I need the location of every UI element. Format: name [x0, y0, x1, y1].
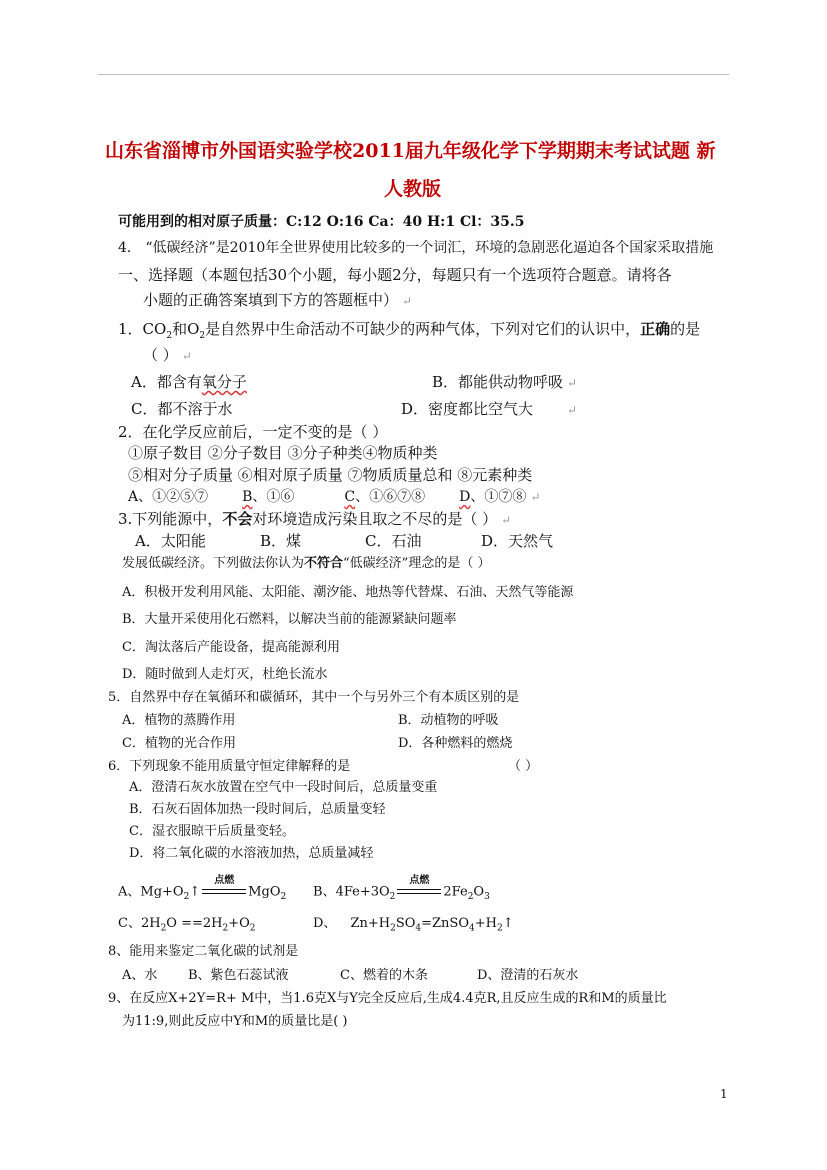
- q5-option-b: B．动植物的呼吸: [398, 713, 499, 728]
- atomic-mass-line: 可能用到的相对原子质量：C:12 O:16 Ca：40 H:1 Cl：35.5: [118, 214, 525, 230]
- q1-option-d: [401, 400, 577, 418]
- q2-option-d: 、①⑦⑧: [470, 489, 527, 505]
- subscript: 2: [183, 892, 190, 903]
- subscript: 2: [249, 923, 256, 934]
- q6-option-b: B．石灰石固体加热一段时间后，总质量变轻: [129, 802, 386, 817]
- subscript: 4: [469, 923, 475, 934]
- equals-sign: [397, 889, 441, 894]
- q2-option-c-letter: C: [344, 489, 356, 505]
- q1-option-a: [131, 373, 247, 391]
- subscript: 2: [199, 331, 206, 341]
- header-rule: [98, 74, 729, 75]
- q4-stem: [122, 556, 490, 572]
- q7-option-a: [118, 875, 287, 903]
- subscript: 2: [390, 923, 396, 934]
- q4-stem-bold: 不符合: [304, 556, 344, 571]
- paragraph-mark-icon: ↵: [567, 403, 578, 417]
- q2-stem: 2．在化学反应前后，一定不变的是（ ）: [118, 423, 388, 441]
- subscript: 2: [222, 923, 229, 934]
- q2-option-c: 、①⑥⑦⑧: [355, 489, 426, 505]
- q7-option-a-left: Mg+O: [140, 884, 184, 900]
- q1-option-a-text: A．都含有: [131, 373, 202, 391]
- q6-paren: （ ）: [508, 759, 539, 774]
- paragraph-mark-icon: ↵: [181, 349, 192, 363]
- q2-options: [128, 489, 540, 506]
- q7-option-b-tail: O: [473, 884, 485, 900]
- q7-option-b-label: B、: [313, 884, 336, 900]
- q8-option-c: C、燃着的木条: [340, 968, 428, 983]
- q7-option-b-left: 4Fe+3O: [335, 884, 390, 900]
- q1-stem: [118, 320, 700, 342]
- q3-stem-pre: 3.下列能源中，: [118, 510, 223, 528]
- q1-option-d-text: D．密度都比空气大: [401, 400, 534, 418]
- q8-option-a: A、水: [122, 968, 158, 983]
- q8-stem: 8、能用来鉴定二氧化碳的试剂是: [108, 944, 299, 959]
- q7-option-d-label: D、: [313, 916, 337, 931]
- subscript: 2: [389, 892, 396, 903]
- q5-option-a: A．植物的蒸腾作用: [122, 713, 236, 728]
- q4-option-b: B．大量开采使用化石燃料，以解决当前的能源紧缺问题率: [122, 612, 457, 627]
- paragraph-mark-icon: ↵: [567, 376, 578, 390]
- subscript: 2: [467, 892, 474, 903]
- q3-option-b: B．煤: [260, 532, 302, 550]
- section-heading-line2: [143, 291, 412, 309]
- q5-stem: 5．自然界中存在氧循环和碳循环，其中一个与另外三个有本质区别的是: [108, 690, 520, 705]
- subscript: 2: [280, 892, 287, 903]
- paragraph-mark-icon: ↵: [530, 490, 541, 504]
- section-heading-text: 小题的正确答案填到下方的答题框中）: [143, 291, 399, 309]
- q7-option-a-right: MgO: [248, 884, 281, 900]
- q4-intro-line: 4． “低碳经济”是2010年全世界使用比较多的一个词汇，环境的急剧恶化逼迫各个国家采取措施: [118, 240, 714, 256]
- q4-stem-pre: 发展低碳经济。下列做法你认为: [122, 556, 305, 571]
- q1-stem-pre: 1．CO: [118, 320, 167, 338]
- q7-option-d: [313, 916, 514, 934]
- reaction-condition-mark: [397, 875, 441, 900]
- q1-option-c: C．都不溶于水: [131, 400, 233, 418]
- q6-option-a: A．澄清石灰水放置在空气中一段时间后，总质量变重: [129, 780, 438, 795]
- q2-items-line2: ⑤相对分子质量 ⑥相对原子质量 ⑦物质质量总和 ⑧元素种类: [128, 466, 533, 484]
- page-number: 1: [720, 1087, 728, 1101]
- q1-paren: [143, 346, 192, 364]
- subscript: 4: [415, 923, 422, 934]
- equals-sign: [202, 889, 246, 894]
- q1-stem-post: 的是: [670, 320, 701, 338]
- q1-paren-text: （ ）: [143, 346, 178, 364]
- subscript: 3: [484, 892, 490, 903]
- up-arrow-icon: ↑: [502, 916, 514, 931]
- q7-option-b-right: 2Fe: [443, 884, 468, 900]
- q3-stem-bold: 不会: [222, 510, 253, 528]
- q7-option-c-eq2: O ==2H: [166, 916, 223, 931]
- q9-line1: 9、在反应X+2Y=R+ M中，当1.6克X与Y完全反应后,生成4.4克R,且反应生成的R和M的质量比: [108, 991, 667, 1006]
- q2-option-b: 、①⑥: [252, 489, 295, 505]
- q8-option-d: D、澄清的石灰水: [477, 968, 579, 983]
- section-heading-line1: 一、选择题（本题包括30个小题，每小题2分，每题只有一个选项符合题意。请将各: [118, 266, 672, 284]
- subscript: 2: [166, 331, 173, 341]
- document-title-line1: 山东省淄博市外国语实验学校2011届九年级化学下学期期末考试试题 新: [105, 140, 716, 162]
- reaction-condition-mark: [202, 875, 246, 900]
- paragraph-mark-icon: ↵: [501, 513, 512, 527]
- q5-option-d: D．各种燃料的燃烧: [398, 736, 513, 751]
- q1-option-a-wavy: 氧分子: [201, 373, 247, 391]
- reaction-condition-text: 点燃: [409, 875, 430, 886]
- q3-stem-post: 对环境造成污染且取之不尽的是（ ）: [252, 510, 498, 528]
- q1-stem-mid1: 和O: [172, 320, 200, 338]
- document-title-line2: 人教版: [384, 178, 442, 200]
- q8-option-b: B、紫色石蕊试液: [188, 968, 289, 983]
- q1-option-b-text: B．都能供动物呼吸: [432, 373, 564, 391]
- q1-stem-bold: 正确: [640, 320, 671, 338]
- q4-option-c: C．淘汰落后产能设备，提高能源利用: [122, 640, 340, 655]
- subscript: 2: [160, 923, 167, 934]
- q7-option-d-eq: Zn+H: [350, 916, 391, 931]
- q9-line2: 为11:9,则此反应中Y和M的质量比是( ): [122, 1014, 348, 1029]
- q6-option-d: D．将二氧化碳的水溶液加热，总质量减轻: [129, 846, 374, 861]
- q3-option-a: A．太阳能: [135, 532, 206, 550]
- q7-option-c-label: C、: [118, 916, 141, 931]
- q5-option-c: C．植物的光合作用: [122, 736, 236, 751]
- subscript: 2: [496, 923, 503, 934]
- q7-option-b: [313, 875, 490, 903]
- q2-option-a: A、①②⑤⑦: [128, 489, 209, 505]
- q1-stem-mid2: 是自然界中生命活动不可缺少的两种气体，下列对它们的认识中，: [205, 320, 641, 338]
- q7-option-c-eq3: +O: [228, 916, 250, 931]
- q7-option-c-eq: 2H: [140, 916, 161, 931]
- q2-option-d-letter: D: [459, 489, 471, 505]
- q1-option-b: [432, 373, 577, 391]
- q2-option-b-letter: B: [242, 489, 253, 505]
- q6-option-c: C．湿衣服晾干后质量变轻。: [129, 824, 295, 839]
- q7-option-d-eq3: =ZnSO: [421, 916, 469, 931]
- q7-option-a-label: A、: [118, 884, 141, 900]
- reaction-condition-text: 点燃: [214, 875, 235, 886]
- q6-stem: 6．下列现象不能用质量守恒定律解释的是: [108, 759, 351, 774]
- paragraph-mark-icon: ↵: [402, 294, 413, 308]
- q3-option-d: D．天然气: [481, 532, 554, 550]
- q7-option-c: [118, 916, 256, 934]
- up-arrow-icon: ↑: [189, 884, 201, 900]
- q4-option-a: A．积极开发利用风能、太阳能、潮汐能、地热等代替煤、石油、天然气等能源: [122, 585, 574, 600]
- q7-option-d-eq4: +H: [474, 916, 497, 931]
- q3-stem: [118, 510, 511, 528]
- q4-option-d: D．随时做到人走灯灭，杜绝长流水: [122, 667, 328, 682]
- q3-option-c: C．石油: [365, 532, 422, 550]
- q2-items-line1: ①原子数目 ②分子数目 ③分子种类④物质种类: [128, 444, 438, 462]
- q4-stem-post: “低碳经济”理念的是（ ）: [343, 556, 491, 571]
- q7-option-d-eq2: SO: [395, 916, 416, 931]
